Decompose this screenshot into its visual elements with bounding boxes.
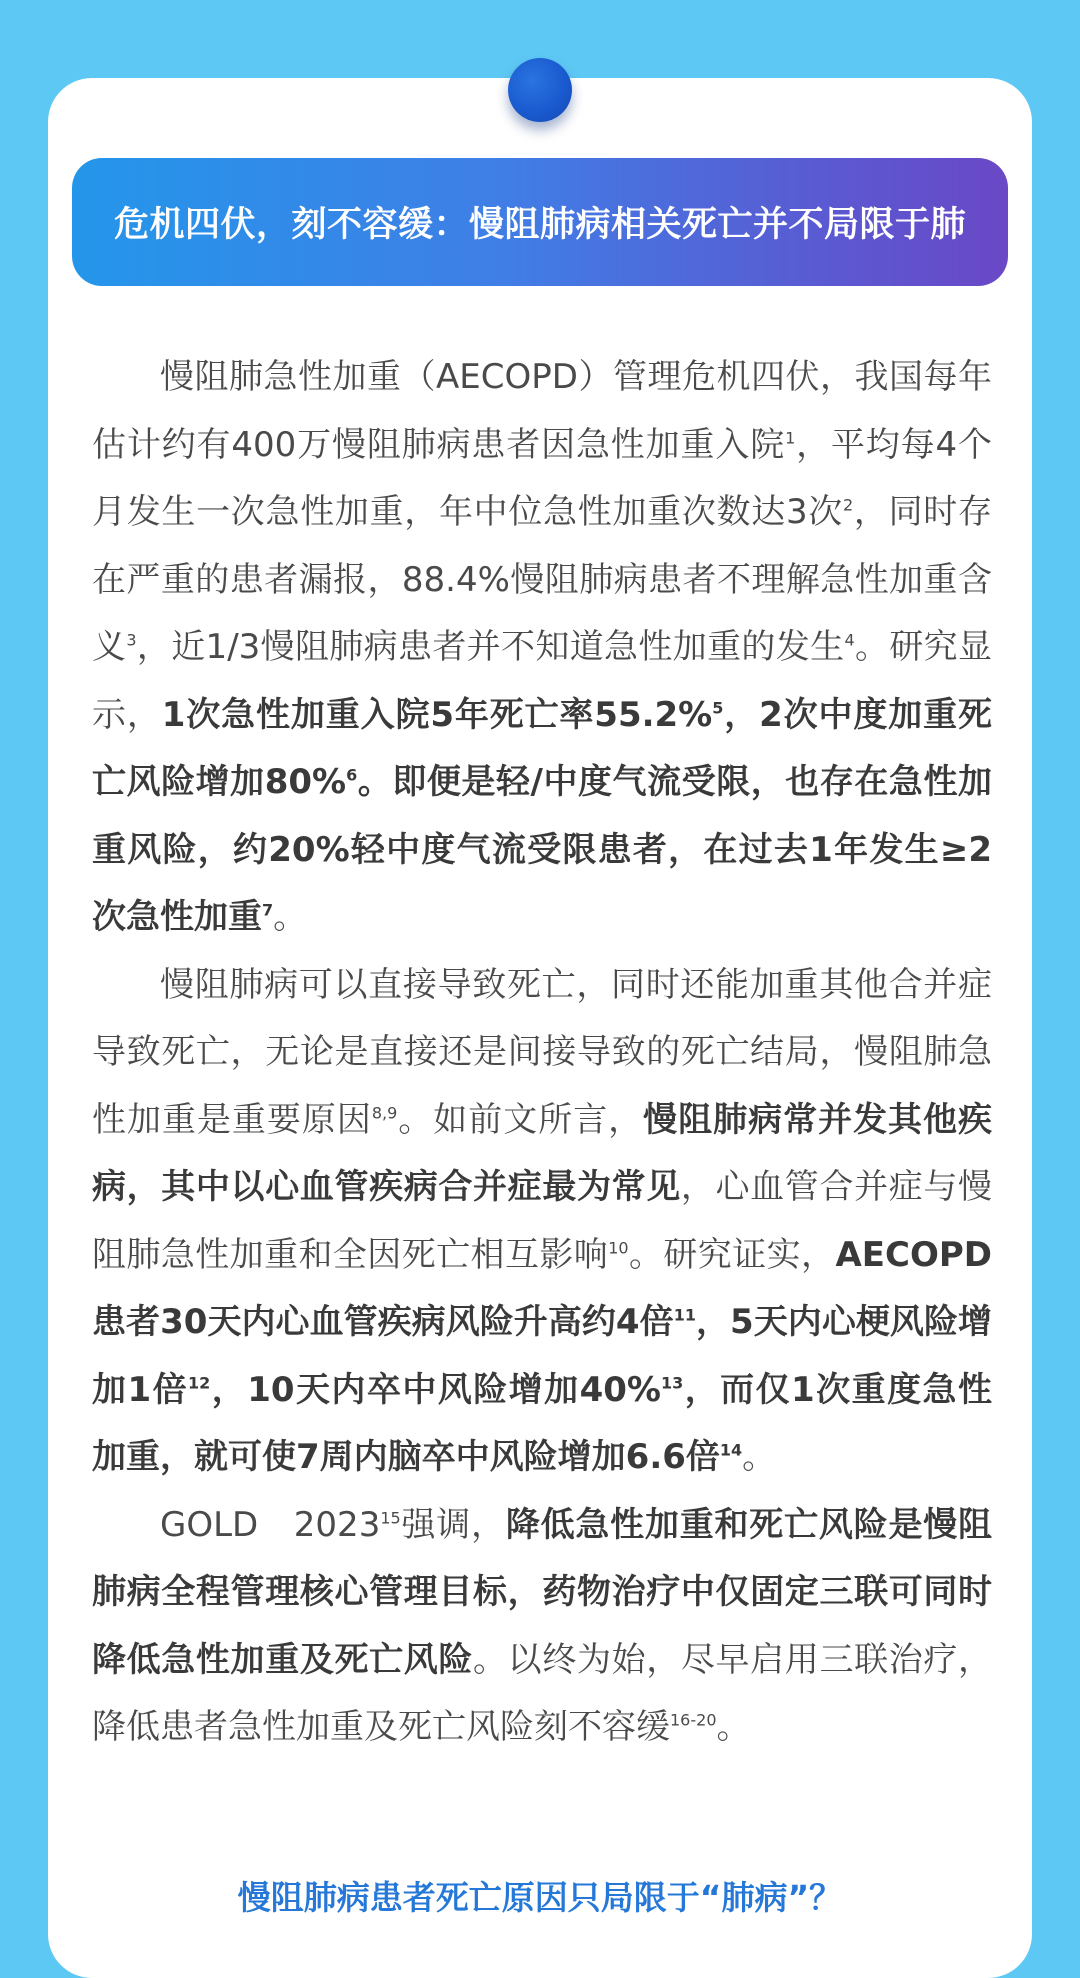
body-text: 。 [273,897,308,937]
paragraph-2 [92,952,992,1492]
body-text: GOLD 2023 [160,1504,381,1545]
body-text: 。 [742,1437,777,1477]
citation-ref: 3 [126,630,137,650]
emphasis-citation [262,897,273,937]
banner-title: 危机四伏，刻不容缓：慢阻肺病相关死亡并不局限于肺 [113,205,966,245]
paragraph-3 [92,1492,992,1762]
emphasis-text: 1次急性加重入院5年死亡率55.2% [161,694,713,735]
emphasis-text: ，10天内卒中风险增加40% [210,1369,661,1410]
emphasis-text: AECOPD患者30天内心血管疾病风险升高约4倍 [92,1234,993,1342]
body-text: ，心血管合并症与慢阻肺急性加重和全因死亡相互影响 [92,1167,993,1275]
emphasis-text: ，2次中度加重死亡风险增加80% [92,694,992,802]
pin-decoration [508,58,572,122]
emphasis-citation [674,1302,696,1342]
body-text: 。如前文所言， [397,1099,644,1140]
emphasis-text: 。即便是轻/中度气流受限，也存在急性加重风险，约20%轻中度气流受限患者，在过去1年发生≥2次急性加重 [92,762,992,937]
citation-ref: 8,9 [371,1103,398,1123]
emphasis-citation [712,695,723,735]
citation-ref: 15 [380,1508,401,1528]
body-text: 慢阻肺病可以直接导致死亡，同时还能加重其他合并症导致死亡，无论是直接还是间接导致的死亡结局，慢阻肺急性加重是重要原因 [92,964,992,1140]
body-text: ，平均每4个月发生一次急性加重，年中位急性加重次数达3次 [92,424,992,532]
body-text: 。研究证实， [628,1234,836,1275]
body-text: 。 [716,1707,751,1747]
title-banner [72,158,1008,286]
emphasis-citation [188,1370,210,1410]
body-text: ，近1/3慢阻肺病患者并不知道急性加重的发生 [136,627,845,667]
citation-ref: 2 [843,495,854,515]
emphasis-text: ，而仅1次重度急性加重，就可使7周内脑卒中风险增加6.6倍 [92,1369,992,1477]
section-heading: 慢阻肺病患者死亡原因只局限于“肺病”？ [237,1878,843,1917]
citation-ref: 13 [660,1373,684,1393]
citation-ref: 6 [346,765,358,785]
body-text: 。研究显示， [92,627,993,735]
emphasis-citation [346,762,357,802]
body-text: 强调， [400,1504,506,1545]
emphasis-text: 降低急性加重和死亡风险是慢阻肺病全程管理核心管理目标，药物治疗中仅固定三联可同时降低急性加重及死亡风险 [92,1504,993,1680]
body-text: ，同时存在严重的患者漏报，88.4%慢阻肺病患者不理解急性加重含义 [92,492,992,667]
paragraph-1 [92,344,992,952]
citation-ref: 7 [262,900,274,920]
citation-ref: 11 [673,1305,696,1325]
citation-ref: 10 [608,1238,629,1258]
citation-ref: 1 [785,428,796,448]
emphasis-citation [720,1437,742,1477]
emphasis-text: ，5天内心梗风险增加1倍 [92,1302,992,1410]
citation-ref: 4 [844,630,855,650]
citation-ref: 5 [712,698,724,718]
article-body [92,344,992,1762]
citation-ref: 14 [719,1440,743,1460]
emphasis-text: 慢阻肺病常并发其他疾病，其中以心血管疾病合并症最为常见 [92,1099,993,1207]
body-text: 。以终为始，尽早启用三联治疗，降低患者急性加重及死亡风险刻不容缓 [92,1639,993,1747]
citation-ref: 12 [188,1373,211,1393]
body-text: 慢阻肺急性加重（AECOPD）管理危机四伏，我国每年估计约有400万慢阻肺病患者因急性加重入院 [92,357,992,465]
citation-ref: 16-20 [670,1710,717,1730]
emphasis-citation [661,1370,683,1410]
